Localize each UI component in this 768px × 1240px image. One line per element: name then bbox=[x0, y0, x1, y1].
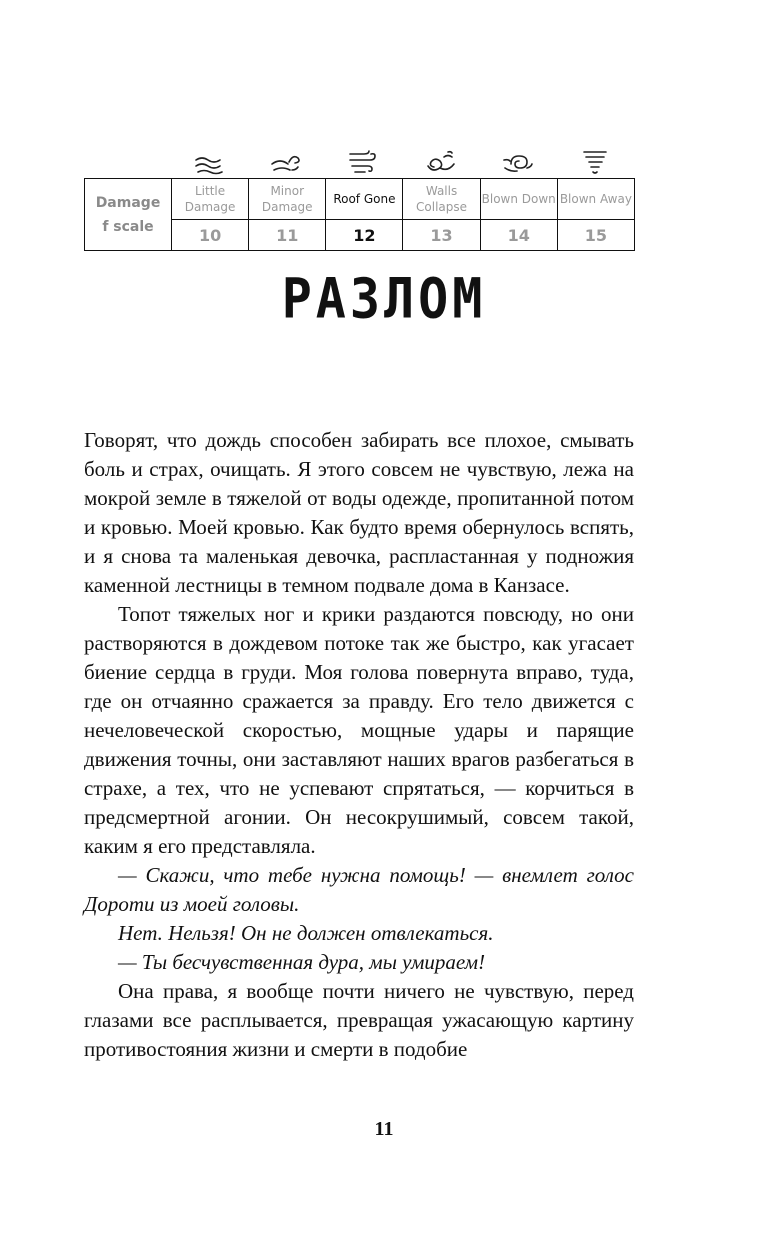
scale-label: Blown Down bbox=[480, 179, 557, 220]
wind-gust-icon bbox=[325, 146, 402, 176]
page-number: 11 bbox=[374, 1118, 394, 1140]
thought-line: Нет. Нельзя! Он не должен отвлекаться. bbox=[118, 921, 494, 945]
scale-label: Minor Damage bbox=[249, 179, 326, 220]
scale-number: 14 bbox=[480, 220, 557, 251]
scale-label-active: Roof Gone bbox=[326, 179, 403, 220]
scale-number-active: 12 bbox=[326, 220, 403, 251]
scale-number: 13 bbox=[403, 220, 480, 251]
storm-swirl-icon bbox=[479, 146, 556, 176]
scale-number: 10 bbox=[172, 220, 249, 251]
scale-label: Little Damage bbox=[172, 179, 249, 220]
scale-header bbox=[85, 179, 172, 251]
body-text bbox=[84, 426, 634, 1064]
wind-lines-icon bbox=[170, 146, 247, 176]
scale-header-bottom: f scale bbox=[102, 218, 154, 235]
scale-number: 11 bbox=[249, 220, 326, 251]
scale-header-top: Damage bbox=[95, 194, 161, 211]
scale-number: 15 bbox=[557, 220, 634, 251]
whirlwind-icon bbox=[402, 146, 479, 176]
paragraph: Она права, я вообще почти ничего не чувствую, перед глазами все расплывается, превращая ужасающую картину противостояния жизни и смерти в подобие bbox=[84, 979, 634, 1061]
scale-icons-row bbox=[170, 146, 634, 176]
paragraph: Говорят, что дождь способен забирать все плохое, смывать боль и страх, очищать. Я этого совсем не чувствую, лежа на мокрой земле в тяжелой от воды одежде, пропитанной потом и кровью. Моей кровью. Как будто время обернулось вспять, и я снова та маленькая девочка, распластанная у подножия каменной лестницы в темном подвале дома в Канзасе. bbox=[84, 428, 634, 597]
chapter-title: РАЗЛОМ bbox=[281, 267, 487, 331]
scale-label: Blown Away bbox=[557, 179, 634, 220]
wind-swirl-icon bbox=[247, 146, 324, 176]
damage-scale-table bbox=[84, 178, 635, 251]
tornado-icon bbox=[557, 146, 634, 176]
paragraph: Топот тяжелых ног и крики раздаются повсюду, но они растворяются в дождевом потоке так же быстро, как угасает биение сердца в груди. Моя голова повернута вправо, туда, где он отчаянно сражается за правду. Его тело движется с нечеловеческой скоростью, мощные удары и парящие движения точны, они заставляют наших врагов разбегаться в страхе, а тех, что не успевают спрятаться, — корчиться в предсмертной агонии. Он несокрушимый, совсем такой, каким я его представляла. bbox=[84, 602, 634, 858]
dialogue-line: — Ты бесчувственная дура, мы умираем! bbox=[118, 950, 486, 974]
dialogue-line: — Скажи, что тебе нужна помощь! — внемлет голос Дороти из моей головы. bbox=[84, 863, 634, 916]
scale-label: Walls Collapse bbox=[403, 179, 480, 220]
